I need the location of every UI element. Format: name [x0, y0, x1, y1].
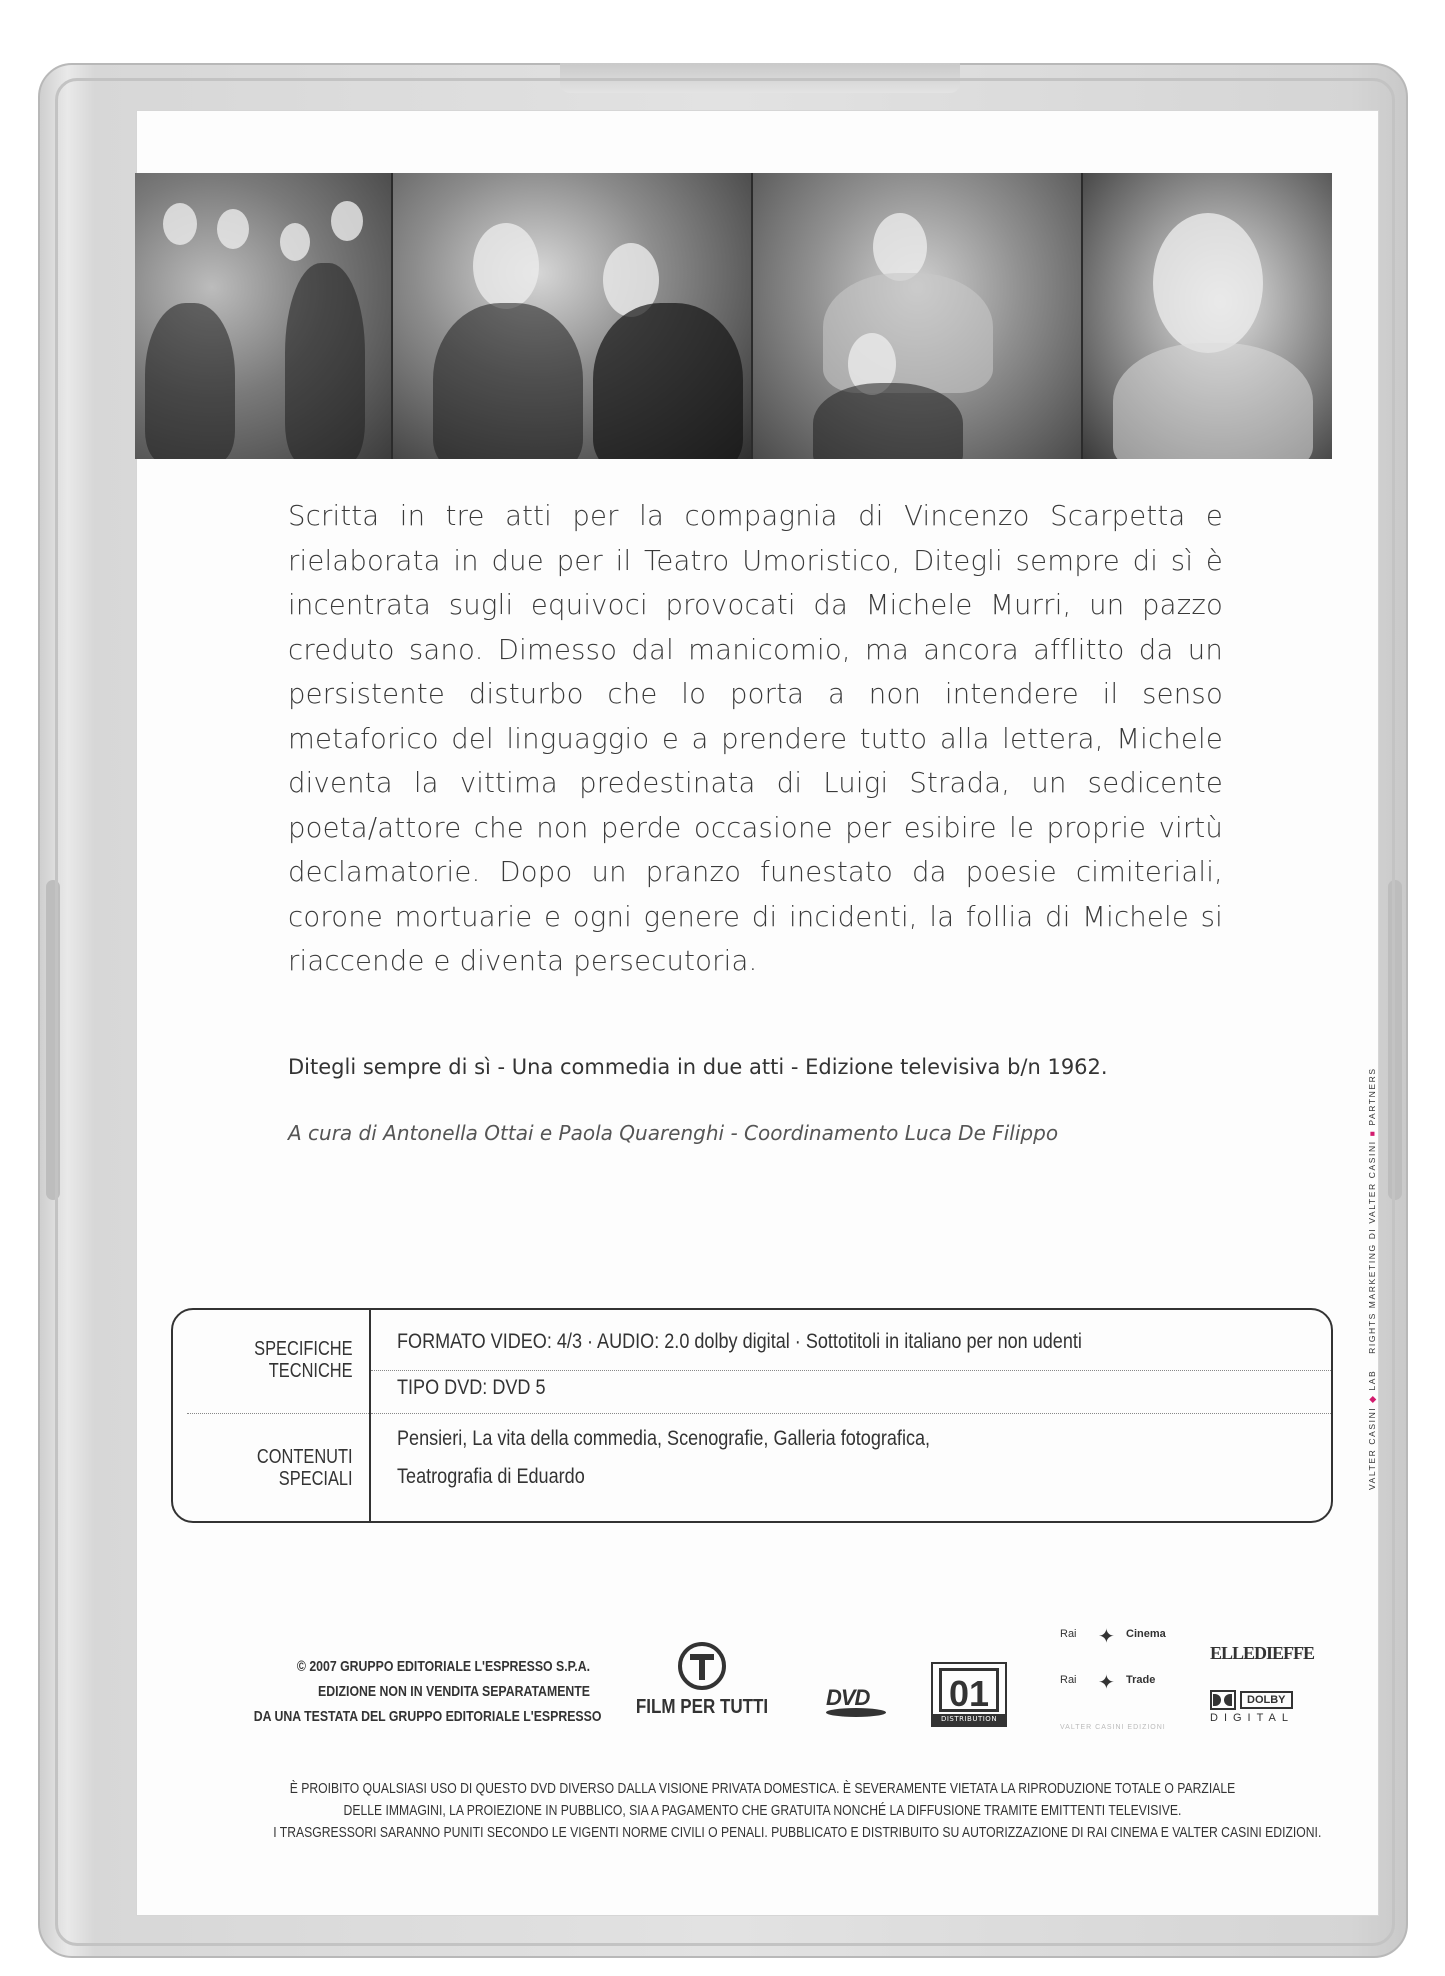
- rai-star-icon: ✦: [1098, 1626, 1115, 1648]
- 01-mark: 01: [939, 1668, 999, 1712]
- film-per-tutti-label: FILM PER TUTTI: [635, 1696, 769, 1718]
- photo-strip: [135, 173, 1332, 459]
- publisher-footer-label: VALTER CASINI EDIZIONI: [1060, 1724, 1166, 1731]
- extras-label-line-1: CONTENUTI: [256, 1446, 353, 1468]
- specs-box: [171, 1308, 1333, 1523]
- side-credit-partners: PARTNERS: [1367, 1067, 1377, 1126]
- format-line: FORMATO VIDEO: 4/3 · AUDIO: 2.0 dolby digital · Sottotitoli in italiano per non udenti: [397, 1330, 1082, 1353]
- rai-trade-logo: [1060, 1674, 1180, 1720]
- rai-label-2: Rai: [1060, 1674, 1077, 1686]
- side-credit-lab: LAB: [1367, 1369, 1377, 1391]
- copyright-line-3: DA UNA TESTATA DEL GRUPPO EDITORIALE L'ESPRESSO: [253, 1708, 602, 1725]
- dolby-digital-logo: [1210, 1690, 1310, 1724]
- still-photo-1: [135, 173, 393, 459]
- extras-line-1: Pensieri, La vita della commedia, Scenografie, Galleria fotografica,: [397, 1427, 931, 1450]
- legal-line-3: I TRASGRESSORI SARANNO PUNITI SECONDO LE VIGENTI NORME CIVILI O PENALI. PUBBLICATO E DISTRIBUITO SU AUTORIZZAZIONE DI RAI CINEMA E VALTER CASINI EDIZIONI.: [273, 1825, 1322, 1841]
- copyright-notice: [253, 1654, 602, 1729]
- technical-label-line-2: TECNICHE: [268, 1360, 353, 1382]
- rai-cinema-label: Cinema: [1126, 1628, 1166, 1640]
- specs-row-divider-right: [371, 1413, 1333, 1414]
- side-credit-left: VALTER CASINI: [1367, 1406, 1377, 1490]
- still-photo-2: [393, 173, 753, 459]
- dolby-digital-label: DIGITAL: [1210, 1712, 1294, 1724]
- side-credit-right: RIGHTS MARKETING DI VALTER CASINI: [1367, 1140, 1377, 1354]
- still-photo-4: [1083, 173, 1332, 459]
- 01-distribution-logo: [931, 1662, 1007, 1727]
- copyright-line-1: © 2007 GRUPPO EDITORIALE L'ESPRESSO S.P.A.: [296, 1658, 590, 1675]
- synopsis-text: Scritta in tre atti per la compagnia di Vincenzo Scarpetta e rielaborata in due per il Teatro Umoristico, Ditegli sempre di sì è incentrata sugli equivoci provocati da Michele Murri, un pazzo creduto sano. Dimesso dal manicomio, ma ancora afflitto da un persistente disturbo che lo porta a non intendere il senso metaforico del linguaggio e a prendere tutto alla lettera, Michele diventa la vittima predestinata di Luigi Strada, un sedicente poeta/attore che non perde occasione per esibire le proprie virtù declamatorie. Dopo un pranzo funestato da poesie cimiteriali, corone mortuarie e ogni genere di incidenti, la follia di Michele si riaccende e diventa persecutoria.: [288, 500, 1223, 977]
- still-photo-3: [753, 173, 1083, 459]
- legal-line-1: È PROIBITO QUALSIASI USO DI QUESTO DVD DIVERSO DALLA VISIONE PRIVATA DOMESTICA. È SEVERAMENTE VIETATA LA RIPRODUZIONE TOTALE O PARZIALE: [289, 1781, 1236, 1797]
- rai-cinema-logo: [1060, 1628, 1180, 1674]
- edition-info: Ditegli sempre di sì - Una commedia in due atti - Edizione televisiva b/n 1962.: [288, 1055, 1108, 1079]
- distribution-label: DISTRIBUTION: [933, 1714, 1005, 1725]
- rai-star-icon: ✦: [1098, 1672, 1115, 1694]
- dvd-type: TIPO DVD: DVD 5: [397, 1376, 546, 1399]
- extras-list: [397, 1420, 930, 1496]
- elledieffe-logo: ELLEDIEFFE: [1210, 1643, 1315, 1663]
- technical-specs: [397, 1323, 1082, 1407]
- side-credit: [1367, 1067, 1378, 1490]
- legal-line-2: DELLE IMMAGINI, LA PROIEZIONE IN PUBBLICO, SIA A PAGAMENTO CHE GRATUITA NONCHÉ LA DIFFUSIONE TRAMITE EMITTENTI TELEVISIVE.: [343, 1803, 1182, 1819]
- film-per-tutti-icon: [678, 1642, 726, 1690]
- partners-mark-icon: ■: [1367, 1129, 1377, 1137]
- film-per-tutti-logo: [622, 1642, 782, 1719]
- copyright-line-2: EDIZIONE NON IN VENDITA SEPARATAMENTE: [318, 1683, 590, 1700]
- dvd-label: DVD: [826, 1685, 870, 1710]
- legal-notice: [273, 1778, 1322, 1844]
- credits-line: A cura di Antonella Ottai e Paola Quarenghi - Coordinamento Luca De Filippo: [288, 1121, 1059, 1145]
- dvd-video-logo: [826, 1685, 894, 1715]
- specs-row-divider-left: [187, 1413, 369, 1414]
- rai-trade-label: Trade: [1126, 1674, 1156, 1686]
- lab-mark-icon: ◆: [1367, 1394, 1377, 1403]
- dolby-double-d-icon: [1210, 1690, 1236, 1710]
- rai-logos: [1060, 1628, 1180, 1731]
- technical-label-line-1: SPECIFICHE: [254, 1338, 353, 1360]
- extras-line-2: Teatrografia di Eduardo: [397, 1465, 585, 1488]
- rai-label-1: Rai: [1060, 1628, 1077, 1640]
- extras-label-line-2: SPECIALI: [278, 1468, 353, 1490]
- dolby-label: DOLBY: [1240, 1691, 1293, 1709]
